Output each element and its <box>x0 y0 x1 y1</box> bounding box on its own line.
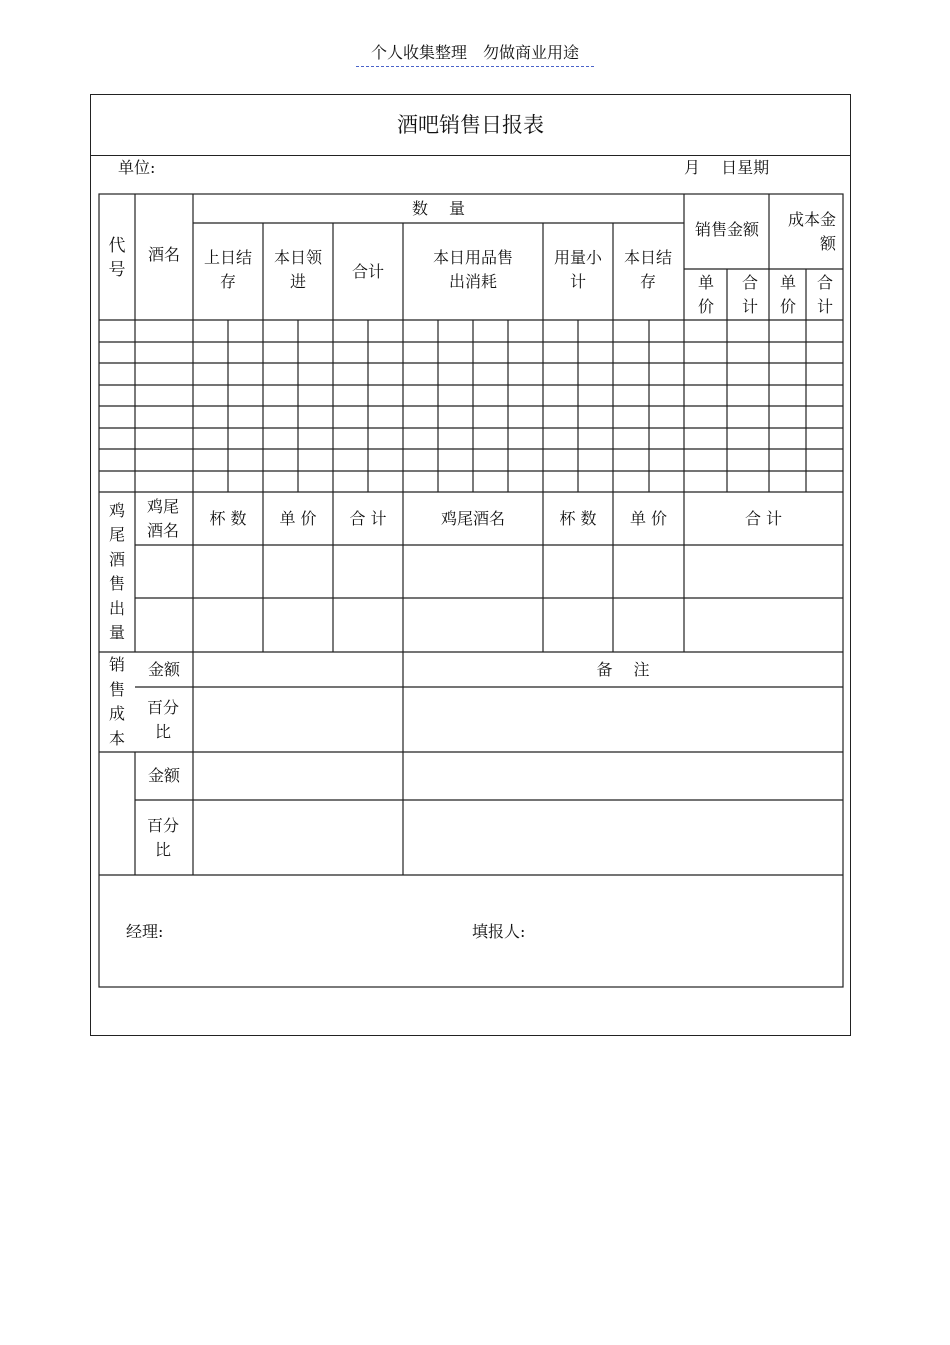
usage-subtotal-header: 用量小计 <box>554 248 603 291</box>
reporter-label: 填报人: <box>472 922 526 941</box>
cost-section-label: 销售成本 <box>108 655 125 748</box>
cocktail-unit-price-header: 单 价 <box>279 508 317 528</box>
cost-unit-price-header: 单价 <box>779 273 796 316</box>
cocktail-section-label: 鸡尾酒售出量 <box>108 500 125 642</box>
cocktail-unit-price2-header: 单 价 <box>629 508 668 528</box>
cocktail-total2-header: 合 计 <box>744 508 783 528</box>
cocktail-name2-header: 鸡尾酒名 <box>440 508 505 528</box>
cost-percent-label: 百分比 <box>146 697 179 741</box>
sold-consumed-header: 本日用品售出消耗 <box>433 248 514 291</box>
quantity-header: 数 量 <box>411 198 466 218</box>
header-note: 个人收集整理 勿做商业用途 <box>356 40 594 67</box>
wine-name-header: 酒名 <box>147 245 180 264</box>
closing-stock-header: 本日结存 <box>624 248 673 291</box>
sales-amount-header: 销售金额 <box>694 220 759 239</box>
cost-amount2-label: 金额 <box>147 766 180 785</box>
cost-amount-label: 金额 <box>147 659 180 679</box>
prev-stock-header: 上日结存 <box>204 248 253 291</box>
date-label: 月 日星期 <box>684 158 770 177</box>
cost-amount-header: 成本金额 <box>787 209 836 253</box>
code-header: 代号 <box>108 235 126 280</box>
table-border <box>99 194 843 987</box>
cost-total-header: 合计 <box>816 273 833 316</box>
sales-total-header: 合计 <box>741 273 758 316</box>
subtotal-header: 合计 <box>351 261 384 281</box>
received-today-header: 本日领进 <box>274 248 323 291</box>
cocktail-cups-header: 杯 数 <box>209 508 247 528</box>
manager-label: 经理: <box>126 922 164 941</box>
form-title: 酒吧销售日报表 <box>90 94 851 156</box>
cocktail-name-header: 鸡尾酒名 <box>146 496 179 540</box>
remarks-header: 备 注 <box>596 659 650 679</box>
unit-label: 单位: <box>118 158 156 177</box>
sales-unit-price-header: 单价 <box>697 273 714 316</box>
cocktail-cups2-header: 杯 数 <box>559 508 597 528</box>
cocktail-total-header: 合 计 <box>349 508 387 528</box>
cost-percent2-label: 百分比 <box>146 815 179 859</box>
